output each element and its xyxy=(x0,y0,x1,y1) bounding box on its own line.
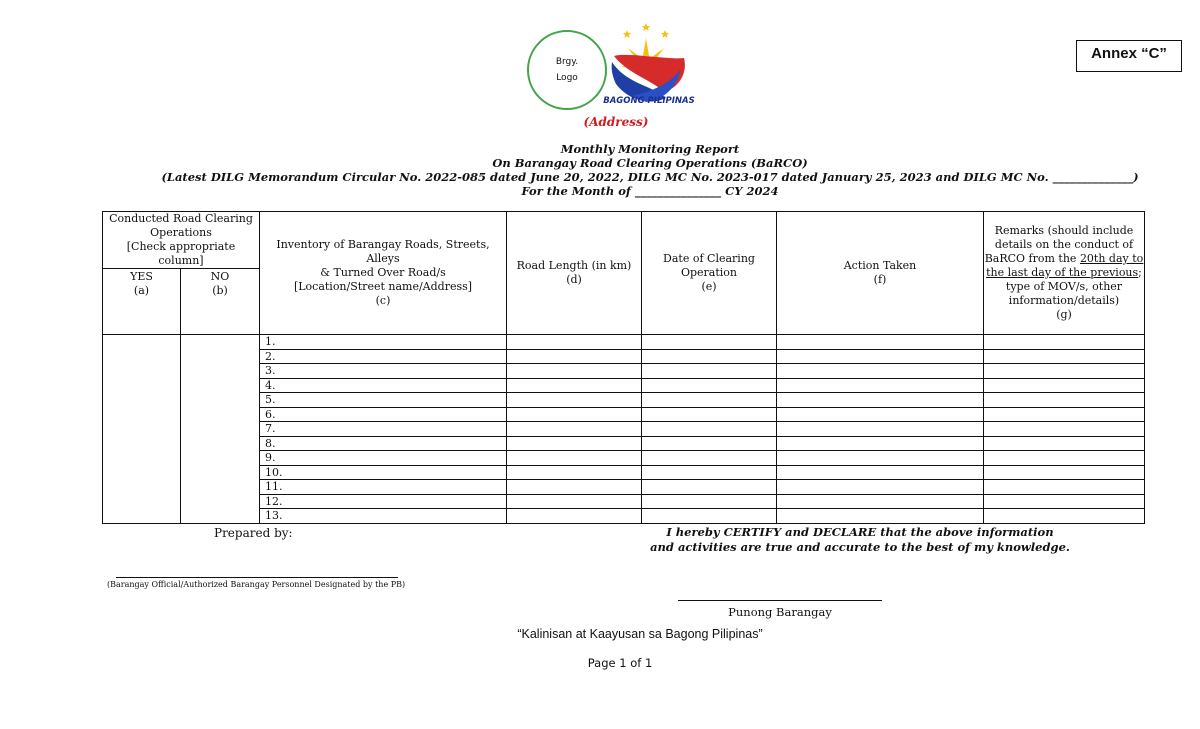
road-length-cell[interactable] xyxy=(507,422,642,437)
preparer-signature-line xyxy=(116,577,398,578)
star-icon xyxy=(623,30,632,38)
road-length-cell[interactable] xyxy=(507,480,642,495)
memorandum-reference: (Latest DILG Memorandum Circular No. 2022-085 dated June 20, 2022, DILG MC No. 2023-017 dated January 25, 2023 and DILG MC No. ______________) xyxy=(161,170,1139,184)
remarks-cell[interactable] xyxy=(984,451,1145,466)
star-icon xyxy=(642,23,651,31)
date-cell[interactable] xyxy=(642,422,777,437)
header-text: NO xyxy=(210,270,230,283)
header-text: Operations xyxy=(150,226,212,239)
brgy-logo-text-1: Brgy. xyxy=(555,57,579,67)
table-row xyxy=(103,465,1145,480)
date-cell[interactable] xyxy=(642,436,777,451)
road-length-cell[interactable] xyxy=(507,335,642,350)
action-cell[interactable] xyxy=(777,509,984,524)
column-letter: (b) xyxy=(212,284,228,297)
road-entry-cell[interactable]: 12. xyxy=(260,494,507,509)
remarks-cell[interactable] xyxy=(984,480,1145,495)
road-length-cell[interactable] xyxy=(507,494,642,509)
header-text xyxy=(984,252,1144,266)
header-text: Operation xyxy=(680,266,738,279)
remarks-cell[interactable] xyxy=(984,378,1145,393)
date-cell[interactable] xyxy=(642,451,777,466)
action-cell[interactable] xyxy=(777,422,984,437)
header-text: & Turned Over Road/s xyxy=(320,266,446,279)
remarks-cell[interactable] xyxy=(984,509,1145,524)
road-entry-cell[interactable]: 8. xyxy=(260,436,507,451)
header-text: details on the conduct of xyxy=(994,238,1134,251)
date-of-clearing-header xyxy=(642,212,777,335)
date-cell[interactable] xyxy=(642,480,777,495)
road-length-cell[interactable] xyxy=(507,407,642,422)
action-cell[interactable] xyxy=(777,378,984,393)
header-text: Date of Clearing xyxy=(663,252,755,265)
bagong-pilipinas-text: BAGONG PILIPINAS xyxy=(603,96,695,106)
header-text: Remarks (should include xyxy=(994,224,1134,237)
yes-check-cell[interactable] xyxy=(103,335,181,524)
road-entry-cell[interactable]: 2. xyxy=(260,349,507,364)
punong-barangay-signature-line xyxy=(678,600,882,601)
table-row xyxy=(103,407,1145,422)
header-text: Road Length (in km) xyxy=(516,259,632,272)
no-header xyxy=(181,269,260,335)
remarks-cell[interactable] xyxy=(984,364,1145,379)
road-entry-cell[interactable]: 5. xyxy=(260,393,507,408)
road-length-cell[interactable] xyxy=(507,378,642,393)
month-line: For the Month of _______________ CY 2024 xyxy=(521,184,779,198)
brgy-logo-text-2: Logo xyxy=(556,73,578,83)
table-row xyxy=(103,451,1145,466)
header-text: YES xyxy=(130,270,153,283)
header-text: [Location/Street name/Address] xyxy=(293,280,473,293)
table-body xyxy=(103,335,1145,524)
column-letter: (a) xyxy=(133,284,150,297)
action-cell[interactable] xyxy=(777,494,984,509)
road-entry-cell[interactable]: 13. xyxy=(260,509,507,524)
road-entry-cell[interactable]: 6. xyxy=(260,407,507,422)
road-length-cell[interactable] xyxy=(507,436,642,451)
table-row xyxy=(103,378,1145,393)
road-entry-cell[interactable]: 3. xyxy=(260,364,507,379)
road-entry-cell[interactable]: 11. xyxy=(260,480,507,495)
certification-statement xyxy=(600,525,1120,555)
remarks-cell[interactable] xyxy=(984,465,1145,480)
header-text-underlined: the last day of the previous xyxy=(986,266,1139,279)
header-text: information/details) xyxy=(1008,294,1120,307)
table-row xyxy=(103,422,1145,437)
monitoring-table xyxy=(102,211,1145,524)
road-length-cell[interactable] xyxy=(507,349,642,364)
road-entry-cell[interactable]: 1. xyxy=(260,335,507,350)
header-text-part: BaRCO from the xyxy=(984,252,1080,265)
remarks-cell[interactable] xyxy=(984,422,1145,437)
road-entry-cell[interactable]: 7. xyxy=(260,422,507,437)
column-letter: (f) xyxy=(873,273,887,286)
table-row xyxy=(103,393,1145,408)
page-number: Page 1 of 1 xyxy=(587,656,653,670)
table-row xyxy=(103,436,1145,451)
action-cell[interactable] xyxy=(777,349,984,364)
road-length-cell[interactable] xyxy=(507,393,642,408)
header-text-underlined: 20th day to xyxy=(1079,252,1144,265)
date-cell[interactable] xyxy=(642,393,777,408)
action-cell[interactable] xyxy=(777,393,984,408)
road-length-header xyxy=(507,212,642,335)
header-text: Conducted Road Clearing xyxy=(109,212,253,225)
road-length-cell[interactable] xyxy=(507,364,642,379)
header-text: [Check appropriate column] xyxy=(126,240,236,267)
action-taken-header xyxy=(777,212,984,335)
road-entry-cell[interactable]: 10. xyxy=(260,465,507,480)
road-length-cell[interactable] xyxy=(507,465,642,480)
no-check-cell[interactable] xyxy=(181,335,260,524)
action-cell[interactable] xyxy=(777,436,984,451)
table-row xyxy=(103,364,1145,379)
remarks-cell[interactable] xyxy=(984,407,1145,422)
date-cell[interactable] xyxy=(642,407,777,422)
table-row xyxy=(103,335,1145,350)
header-text: type of MOV/s, other xyxy=(1005,280,1123,293)
table-row xyxy=(103,349,1145,364)
remarks-cell[interactable] xyxy=(984,393,1145,408)
action-cell[interactable] xyxy=(777,451,984,466)
certify-text: I hereby CERTIFY and DECLARE that the above information xyxy=(666,525,1054,539)
road-entry-cell[interactable]: 9. xyxy=(260,451,507,466)
yes-header xyxy=(103,269,181,335)
header-text: Inventory of Barangay Roads, Streets, Alleys xyxy=(276,238,490,265)
address-placeholder: (Address) xyxy=(583,115,649,129)
report-subtitle: On Barangay Road Clearing Operations (BaRCO) xyxy=(492,156,808,170)
conducted-operations-header xyxy=(103,212,260,269)
header-text: Action Taken xyxy=(843,259,917,272)
date-cell[interactable] xyxy=(642,465,777,480)
date-cell[interactable] xyxy=(642,335,777,350)
date-cell[interactable] xyxy=(642,364,777,379)
action-cell[interactable] xyxy=(777,364,984,379)
date-cell[interactable] xyxy=(642,509,777,524)
motto: “Kalinisan at Kaayusan sa Bagong Pilipinas” xyxy=(517,627,763,641)
punong-barangay-label: Punong Barangay xyxy=(728,605,832,619)
table-row xyxy=(103,494,1145,509)
action-cell[interactable] xyxy=(777,407,984,422)
remarks-header xyxy=(984,212,1145,335)
inventory-header xyxy=(260,212,507,335)
remarks-cell[interactable] xyxy=(984,335,1145,350)
certify-text: and activities are true and accurate to the best of my knowledge. xyxy=(650,540,1070,554)
action-cell[interactable] xyxy=(777,335,984,350)
column-letter: (e) xyxy=(701,280,717,293)
action-cell[interactable] xyxy=(777,480,984,495)
road-length-cell[interactable] xyxy=(507,451,642,466)
table-row xyxy=(103,480,1145,495)
annex-label: Annex “C” xyxy=(1076,40,1182,72)
date-cell[interactable] xyxy=(642,349,777,364)
road-length-cell[interactable] xyxy=(507,509,642,524)
preparer-designation: (Barangay Official/Authorized Barangay Personnel Designated by the PB) xyxy=(107,580,406,589)
header-text-part: ; xyxy=(1138,266,1142,279)
star-icon xyxy=(661,30,670,38)
date-cell[interactable] xyxy=(642,494,777,509)
column-letter: (c) xyxy=(375,294,391,307)
header-text xyxy=(984,266,1144,280)
road-entry-cell[interactable]: 4. xyxy=(260,378,507,393)
action-cell[interactable] xyxy=(777,465,984,480)
remarks-cell[interactable] xyxy=(984,436,1145,451)
report-title: Monthly Monitoring Report xyxy=(560,142,740,156)
date-cell[interactable] xyxy=(642,378,777,393)
column-letter: (g) xyxy=(1056,308,1072,321)
prepared-by-label: Prepared by: xyxy=(214,526,293,540)
column-letter: (d) xyxy=(566,273,582,286)
remarks-cell[interactable] xyxy=(984,349,1145,364)
table-row xyxy=(103,509,1145,524)
remarks-cell[interactable] xyxy=(984,494,1145,509)
